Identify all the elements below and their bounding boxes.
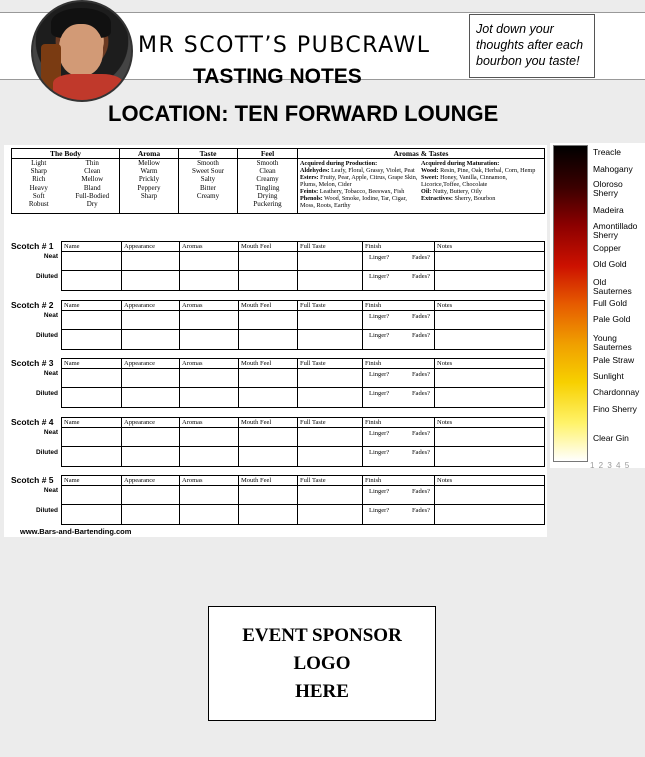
legend-term: Tingling	[255, 183, 280, 192]
diluted-label: Diluted	[35, 390, 58, 397]
brand-title: MR SCOTT’S PUBCRAWL	[138, 33, 431, 58]
fades-label: Fades?	[411, 488, 430, 495]
note-cell[interactable]	[363, 388, 435, 407]
aroma-values: Leafy, Floral, Grassy, Violet, Peat	[331, 167, 415, 174]
aroma-category: Phenols:	[300, 195, 323, 202]
color-label: Amontillado Sherry	[593, 221, 638, 240]
note-cell[interactable]	[62, 330, 122, 349]
aroma-category: Oil:	[421, 188, 432, 195]
note-cell[interactable]	[62, 505, 122, 524]
color-label: Copper	[593, 243, 621, 253]
note-cell[interactable]	[435, 271, 544, 290]
note-cell[interactable]	[298, 369, 363, 388]
note-cell[interactable]	[62, 271, 122, 290]
linger-label: Linger?	[369, 371, 390, 378]
column-header: Appearance	[122, 359, 180, 369]
legend-term: Sweet Sour	[191, 167, 225, 176]
color-label: Young Sauternes	[593, 333, 632, 352]
note-cell[interactable]	[363, 428, 435, 447]
note-cell[interactable]	[239, 330, 298, 349]
tasting-grid	[61, 417, 545, 467]
note-cell[interactable]	[298, 447, 363, 466]
note-cell[interactable]	[239, 447, 298, 466]
neat-label: Neat	[43, 429, 58, 436]
note-cell[interactable]	[239, 388, 298, 407]
note-cell[interactable]	[298, 388, 363, 407]
brand-subtitle: TASTING NOTES	[193, 65, 362, 88]
color-label: Sunlight	[593, 371, 624, 381]
note-cell[interactable]	[435, 447, 544, 466]
scotch-block	[11, 241, 545, 291]
legend-term: Warm	[140, 167, 158, 176]
column-header: Appearance	[122, 418, 180, 428]
mascot-photo	[31, 0, 133, 102]
note-cell[interactable]	[435, 428, 544, 447]
neat-label: Neat	[43, 370, 58, 377]
color-label: Treacle	[593, 147, 622, 157]
column-header: Finish	[363, 301, 435, 311]
linger-label: Linger?	[369, 273, 390, 280]
legend-term: Bitter	[200, 183, 216, 192]
column-header: Notes	[435, 359, 544, 369]
color-label: Old Sauternes	[593, 277, 632, 296]
column-header: Finish	[363, 418, 435, 428]
scotch-block	[11, 475, 545, 525]
note-cell[interactable]	[122, 486, 180, 505]
column-header: Mouth Feel	[239, 476, 298, 486]
column-header: Mouth Feel	[239, 242, 298, 252]
legend-term: Full-Bodied	[75, 191, 110, 200]
color-gradient-bar	[553, 145, 588, 462]
scotch-block	[11, 358, 545, 408]
linger-label: Linger?	[369, 507, 390, 514]
tasting-grid	[61, 300, 545, 350]
note-cell[interactable]	[239, 486, 298, 505]
column-header: Full Taste	[298, 359, 363, 369]
maturation-list: Acquired during Maturation: Wood: Resin, Pine, Oak, Herbal, Corn, Hemp Sweet: Honey, Vanilla, Cinnamon, Licorice,Toffee, Chocolate Oil: Nutty, Buttery, Oily Extractives: Sherry, Bourbon	[421, 160, 542, 209]
note-cell[interactable]	[298, 311, 363, 330]
note-cell[interactable]	[239, 311, 298, 330]
note-cell[interactable]	[180, 311, 239, 330]
note-cell[interactable]	[62, 252, 122, 271]
aroma-values: Wood, Smoke, Iodine, Tar, Cigar, Moss, Roots, Earthy	[300, 195, 407, 209]
legend-term: Sharp	[140, 191, 158, 200]
note-cell[interactable]	[239, 369, 298, 388]
legend-term: Puckering	[253, 200, 282, 209]
note-cell[interactable]	[180, 505, 239, 524]
aroma-values: Leathery, Tobacco, Beeswax, Fish	[319, 188, 405, 195]
legend-term: Dry	[86, 200, 98, 209]
aroma-line	[300, 188, 421, 195]
note-cell[interactable]	[298, 428, 363, 447]
note-cell[interactable]	[298, 271, 363, 290]
linger-label: Linger?	[369, 449, 390, 456]
aroma-values: Nutty, Buttery, Oily	[432, 188, 482, 195]
legend-term: Soft	[32, 191, 45, 200]
column-header: Aromas	[180, 418, 239, 428]
note-cell[interactable]	[62, 447, 122, 466]
note-cell[interactable]	[180, 271, 239, 290]
note-cell[interactable]	[122, 369, 180, 388]
note-cell[interactable]	[363, 330, 435, 349]
body-left-list	[12, 159, 66, 208]
color-label: Clear Gin	[593, 433, 629, 443]
column-header: Full Taste	[298, 418, 363, 428]
column-header: Name	[62, 359, 122, 369]
legend-term: Creamy	[256, 175, 279, 184]
website-credit: www.Bars-and-Bartending.com	[20, 527, 132, 536]
color-label: Mahogany	[593, 164, 633, 174]
sponsor-line: EVENT SPONSOR	[242, 624, 402, 646]
note-cell[interactable]	[298, 486, 363, 505]
tasting-grid	[61, 475, 545, 525]
linger-label: Linger?	[369, 254, 390, 261]
sponsor-logo-box	[208, 606, 436, 721]
fades-label: Fades?	[411, 254, 430, 261]
scotch-label: Scotch # 4	[11, 417, 54, 427]
column-header: Notes	[435, 242, 544, 252]
aroma-line	[421, 195, 542, 202]
fades-label: Fades?	[411, 507, 430, 514]
aroma-category: Feints:	[300, 188, 319, 195]
color-label: Old Gold	[593, 259, 627, 269]
scotch-label: Scotch # 2	[11, 300, 54, 310]
note-cell[interactable]	[298, 330, 363, 349]
note-cell[interactable]	[180, 330, 239, 349]
color-label: Pale Straw	[593, 355, 635, 365]
note-cell[interactable]	[435, 486, 544, 505]
column-header: Name	[62, 242, 122, 252]
note-cell[interactable]	[435, 369, 544, 388]
legend-body: The Body Light Sharp Rich Heavy Soft Robust Thin Clean Mellow Bland Full-Bodied Dry	[12, 149, 120, 213]
diluted-label: Diluted	[35, 507, 58, 514]
tasting-grid	[61, 358, 545, 408]
note-cell[interactable]	[363, 369, 435, 388]
aroma-line	[300, 174, 421, 188]
legend-term: Mellow	[138, 159, 160, 167]
legend-feel: Feel Smooth Clean Creamy Tingling Drying Puckering	[238, 149, 298, 213]
note-cell[interactable]	[435, 330, 544, 349]
note-cell[interactable]	[239, 252, 298, 271]
legend-term: Mellow	[81, 175, 104, 184]
note-cell[interactable]	[298, 252, 363, 271]
color-label: Fino Sherry	[593, 404, 637, 414]
fades-label: Fades?	[411, 430, 430, 437]
note-cell[interactable]	[122, 271, 180, 290]
aroma-category: Sweet:	[421, 174, 439, 181]
aroma-category: Aldehydes:	[300, 167, 330, 174]
note-cell[interactable]	[180, 486, 239, 505]
column-header: Finish	[363, 242, 435, 252]
legend-term: Prickly	[138, 175, 160, 184]
color-label: Madeira	[593, 205, 624, 215]
note-cell[interactable]	[62, 486, 122, 505]
production-list: Acquired during Production: Aldehydes: Leafy, Floral, Grassy, Violet, Peat Esters: Fruity, Pear, Apple, Citrus, Grape Skin, Plums, Melon, Cider Feints: Leathery, Tobacco, Beeswax, Fish Phenols: Wood, Smoke, Iodine, Tar, Cigar, Moss, Roots, Earthy	[300, 160, 421, 209]
scotch-label: Scotch # 5	[11, 475, 54, 485]
legend-aromas-tastes: Aromas & Tastes Acquired during Production: Aldehydes: Leafy, Floral, Grassy, Violet, Peat Esters: Fruity, Pear, Apple, Citrus, Grape Skin, Plums, Melon, Cider Feints: Leathery, Tobacco, Beeswax, Fish Phenols: Wood, Smoke, Iodine, Tar, Cigar, Moss, Roots, Earthy Acquired during Maturation: Wood: Resin, Pine, Oak, Herbal, Corn, Hemp Sweet: Honey, Vanilla, Cinnamon, Licorice,Toffee, Chocolate Oil: Nutty, Buttery, Oily Extractives: Sherry, Bourbon	[298, 149, 544, 213]
legend-term: Clean	[84, 167, 101, 176]
note-cell[interactable]	[122, 388, 180, 407]
linger-label: Linger?	[369, 430, 390, 437]
column-header: Aromas	[180, 476, 239, 486]
column-header: Mouth Feel	[239, 418, 298, 428]
color-scale-footer: 1 2 3 4 5	[590, 461, 631, 470]
column-header: Mouth Feel	[239, 359, 298, 369]
note-cell[interactable]	[435, 252, 544, 271]
note-cell[interactable]	[62, 388, 122, 407]
descriptor-legend	[11, 148, 545, 214]
linger-label: Linger?	[369, 313, 390, 320]
note-cell[interactable]	[239, 271, 298, 290]
linger-label: Linger?	[369, 488, 390, 495]
note-cell[interactable]	[239, 505, 298, 524]
body-right-list	[66, 159, 120, 208]
color-label: Chardonnay	[593, 387, 640, 397]
note-cell[interactable]	[363, 505, 435, 524]
note-cell[interactable]	[435, 311, 544, 330]
column-header: Name	[62, 418, 122, 428]
jot-note-box: Jot down your thoughts after each bourbon you taste!	[469, 14, 595, 78]
note-cell[interactable]	[180, 428, 239, 447]
aroma-category: Wood:	[421, 167, 439, 174]
fades-label: Fades?	[411, 332, 430, 339]
aroma-values: Resin, Pine, Oak, Herbal, Corn, Hemp	[440, 167, 536, 174]
color-label: Oloroso Sherry	[593, 179, 623, 198]
column-header: Appearance	[122, 301, 180, 311]
aroma-category: Extractives:	[421, 195, 453, 202]
column-header: Notes	[435, 301, 544, 311]
note-cell[interactable]	[298, 505, 363, 524]
legend-term: Sharp	[30, 167, 47, 176]
fades-label: Fades?	[411, 449, 430, 456]
column-header: Full Taste	[298, 242, 363, 252]
legend-term: Heavy	[29, 183, 48, 192]
sponsor-line: LOGO	[293, 652, 351, 674]
aroma-category: Esters:	[300, 174, 319, 181]
column-header: Finish	[363, 476, 435, 486]
legend-term: Creamy	[196, 191, 220, 200]
note-cell[interactable]	[122, 428, 180, 447]
column-header: Full Taste	[298, 301, 363, 311]
note-cell[interactable]	[180, 252, 239, 271]
scotch-label: Scotch # 1	[11, 241, 54, 251]
aroma-line	[421, 188, 542, 195]
note-cell[interactable]	[122, 330, 180, 349]
column-header: Aromas	[180, 242, 239, 252]
tasting-grid	[61, 241, 545, 291]
note-cell[interactable]	[363, 271, 435, 290]
legend-term: Thin	[85, 159, 99, 167]
legend-term: Peppery	[137, 183, 161, 192]
diluted-label: Diluted	[35, 273, 58, 280]
legend-aroma: Aroma Mellow Warm Prickly Peppery Sharp	[120, 149, 179, 213]
column-header: Notes	[435, 476, 544, 486]
diluted-label: Diluted	[35, 449, 58, 456]
aroma-line	[421, 167, 542, 174]
scotch-block	[11, 300, 545, 350]
scotch-label: Scotch # 3	[11, 358, 54, 368]
column-header: Appearance	[122, 476, 180, 486]
color-label: Full Gold	[593, 298, 628, 308]
neat-label: Neat	[43, 253, 58, 260]
linger-label: Linger?	[369, 390, 390, 397]
note-cell[interactable]	[363, 252, 435, 271]
legend-term: Rich	[32, 175, 46, 184]
scotch-block	[11, 417, 545, 467]
note-cell[interactable]	[122, 505, 180, 524]
note-cell[interactable]	[180, 388, 239, 407]
aroma-values: Sherry, Bourbon	[454, 195, 496, 202]
legend-term: Smooth	[197, 159, 219, 167]
aroma-line	[300, 167, 421, 174]
note-cell[interactable]	[122, 447, 180, 466]
note-cell[interactable]	[62, 369, 122, 388]
neat-label: Neat	[43, 487, 58, 494]
note-cell[interactable]	[62, 428, 122, 447]
column-header: Full Taste	[298, 476, 363, 486]
legend-taste: Taste Smooth Sweet Sour Salty Bitter Creamy	[179, 149, 238, 213]
note-cell[interactable]	[62, 311, 122, 330]
fades-label: Fades?	[411, 273, 430, 280]
note-cell[interactable]	[363, 447, 435, 466]
note-cell[interactable]	[363, 311, 435, 330]
sponsor-line: HERE	[295, 680, 349, 702]
column-header: Notes	[435, 418, 544, 428]
column-header: Name	[62, 476, 122, 486]
linger-label: Linger?	[369, 332, 390, 339]
legend-term: Smooth	[256, 159, 279, 167]
legend-term: Drying	[257, 191, 278, 200]
column-header: Finish	[363, 359, 435, 369]
diluted-label: Diluted	[35, 332, 58, 339]
note-cell[interactable]	[180, 447, 239, 466]
legend-term: Clean	[259, 167, 276, 176]
note-cell[interactable]	[122, 311, 180, 330]
note-cell[interactable]	[435, 505, 544, 524]
neat-label: Neat	[43, 312, 58, 319]
fades-label: Fades?	[411, 313, 430, 320]
note-cell[interactable]	[239, 428, 298, 447]
column-header: Appearance	[122, 242, 180, 252]
note-cell[interactable]	[363, 486, 435, 505]
aroma-values: Honey, Vanilla, Cinnamon, Licorice,Toffee, Chocolate	[421, 174, 508, 188]
color-label: Pale Gold	[593, 314, 631, 324]
column-header: Aromas	[180, 359, 239, 369]
legend-term: Light	[31, 159, 47, 167]
note-cell[interactable]	[180, 369, 239, 388]
note-cell[interactable]	[435, 388, 544, 407]
column-header: Aromas	[180, 301, 239, 311]
fades-label: Fades?	[411, 390, 430, 397]
aroma-line	[421, 174, 542, 188]
fades-label: Fades?	[411, 371, 430, 378]
legend-term: Bland	[83, 183, 101, 192]
column-header: Name	[62, 301, 122, 311]
aroma-values: Fruity, Pear, Apple, Citrus, Grape Skin, Plums, Melon, Cider	[300, 174, 418, 188]
legend-term: Salty	[200, 175, 216, 184]
location-heading: LOCATION: TEN FORWARD LOUNGE	[108, 101, 499, 126]
column-header: Mouth Feel	[239, 301, 298, 311]
aroma-line	[300, 195, 421, 209]
note-cell[interactable]	[122, 252, 180, 271]
legend-term: Robust	[28, 200, 49, 209]
